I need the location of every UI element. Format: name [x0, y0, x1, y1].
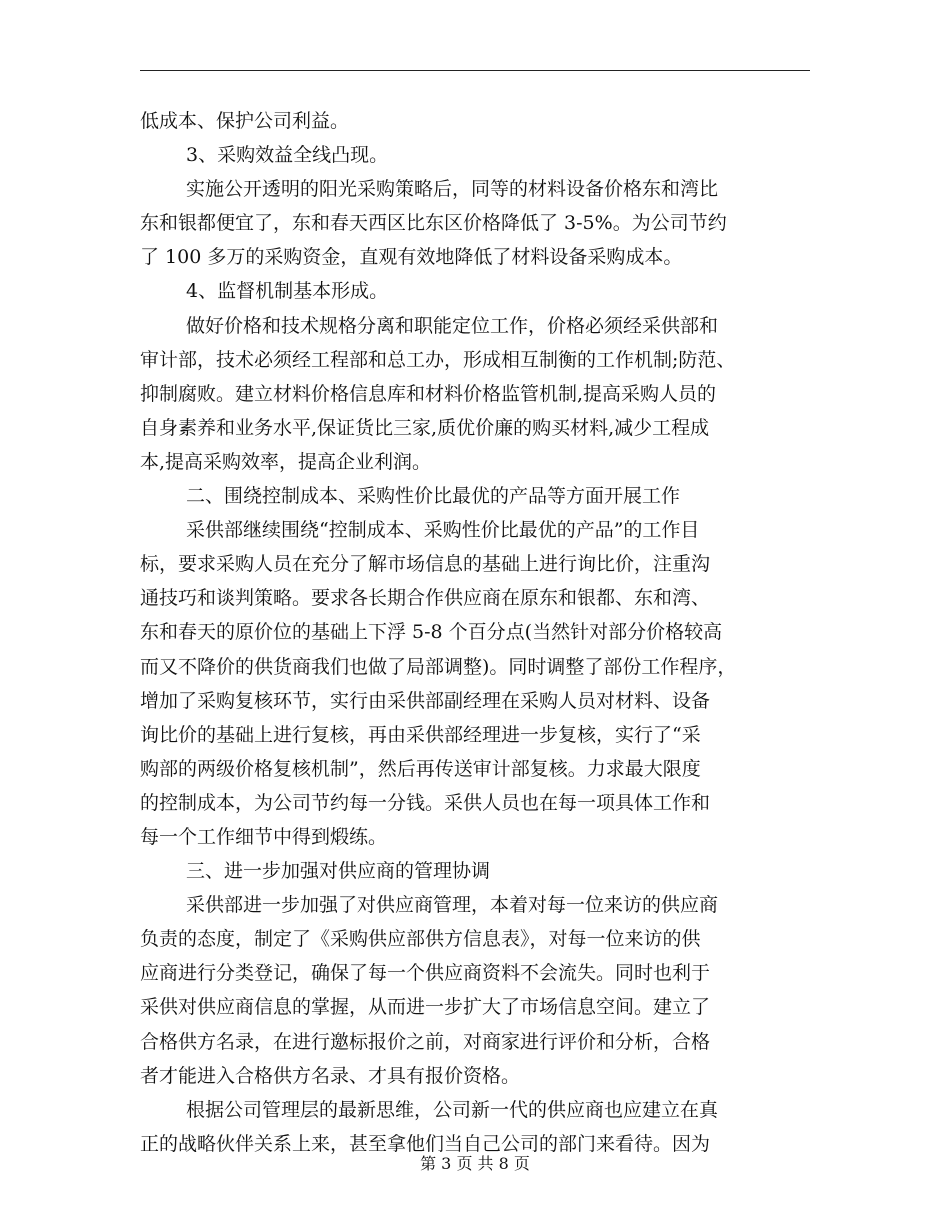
text-line: 低成本、保护公司利益。 — [140, 110, 350, 132]
page-number: 第 3 页 共 8 页 — [420, 1154, 530, 1173]
text-line: 本,提高采购效率，提高企业利润。 — [140, 450, 432, 473]
text-line: 东和银都便宜了，东和春天西区比东区价格降低了 3-5%。为公司节约 — [140, 212, 727, 235]
text-line: 实施公开透明的阳光采购策略后，同等的材料设备价格东和湾比 — [186, 178, 719, 201]
text-line: 采供部进一步加强了对供应商管理，本着对每一位来访的供应商 — [186, 894, 719, 917]
text-line: 询比价的基础上进行复核，再由采供部经理进一步复核，实行了“采 — [140, 723, 701, 746]
text-line: 二、围绕控制成本、采购性价比最优的产品等方面开展工作 — [186, 485, 681, 508]
text-line: 而又不降价的供货商我们也做了局部调整)。同时调整了部份工作程序， — [140, 655, 737, 678]
text-line: 合格供方名录，在进行邀标报价之前，对商家进行评价和分析，合格 — [140, 1030, 711, 1053]
text-line: 的控制成本，为公司节约每一分钱。采供人员也在每一项具体工作和 — [140, 791, 711, 814]
text-line: 通技巧和谈判策略。要求各长期合作供应商在原东和银都、东和湾、 — [140, 587, 711, 610]
text-line: 负责的态度，制定了《采购供应部供方信息表》，对每一位来访的供 — [140, 928, 701, 951]
text-line: 应商进行分类登记，确保了每一个供应商资料不会流失。同时也利于 — [140, 962, 711, 985]
text-line: 了 100 多万的采购资金，直观有效地降低了材料设备采购成本。 — [140, 246, 683, 269]
text-line: 三、进一步加强对供应商的管理协调 — [186, 860, 491, 883]
text-line: 采供对供应商信息的掌握，从而进一步扩大了市场信息空间。建立了 — [140, 996, 711, 1019]
text-line: 标，要求采购人员在充分了解市场信息的基础上进行询比价，注重沟 — [140, 553, 711, 576]
document-body — [140, 104, 812, 1161]
text-line: 3、采购效益全线凸现。 — [186, 144, 389, 167]
text-line: 增加了采购复核环节，实行由采供部副经理在采购人员对材料、设备 — [140, 689, 711, 712]
page-footer — [0, 1152, 950, 1176]
text-line: 审计部，技术必须经工程部和总工办，形成相互制衡的工作机制;防范、 — [140, 348, 736, 371]
text-line: 4、监督机制基本形成。 — [186, 280, 389, 303]
text-line: 购部的两级价格复核机制”，然后再传送审计部复核。力求最大限度 — [140, 757, 701, 780]
text-line: 正的战略伙伴关系上来，甚至拿他们当自己公司的部门来看待。因为 — [140, 1132, 711, 1155]
text-line: 采供部继续围绕“控制成本、采购性价比最优的产品”的工作目 — [186, 519, 700, 542]
text-line: 根据公司管理层的最新思维，公司新一代的供应商也应建立在真 — [186, 1098, 719, 1121]
text-line: 东和春天的原价位的基础上下浮 5-8 个百分点(当然针对部分价格较高 — [140, 621, 723, 644]
text-line: 抑制腐败。建立材料价格信息库和材料价格监管机制,提高采购人员的 — [140, 382, 717, 405]
text-line: 每一个工作细节中得到煅练。 — [140, 825, 388, 848]
text-line: 做好价格和技术规格分离和职能定位工作，价格必须经采供部和 — [186, 314, 719, 337]
text-line: 自身素养和业务水平,保证货比三家,质优价廉的购买材料,减少工程成 — [140, 416, 710, 439]
header-rule — [140, 70, 810, 71]
text-line: 者才能进入合格供方名录、才具有报价资格。 — [140, 1064, 521, 1087]
